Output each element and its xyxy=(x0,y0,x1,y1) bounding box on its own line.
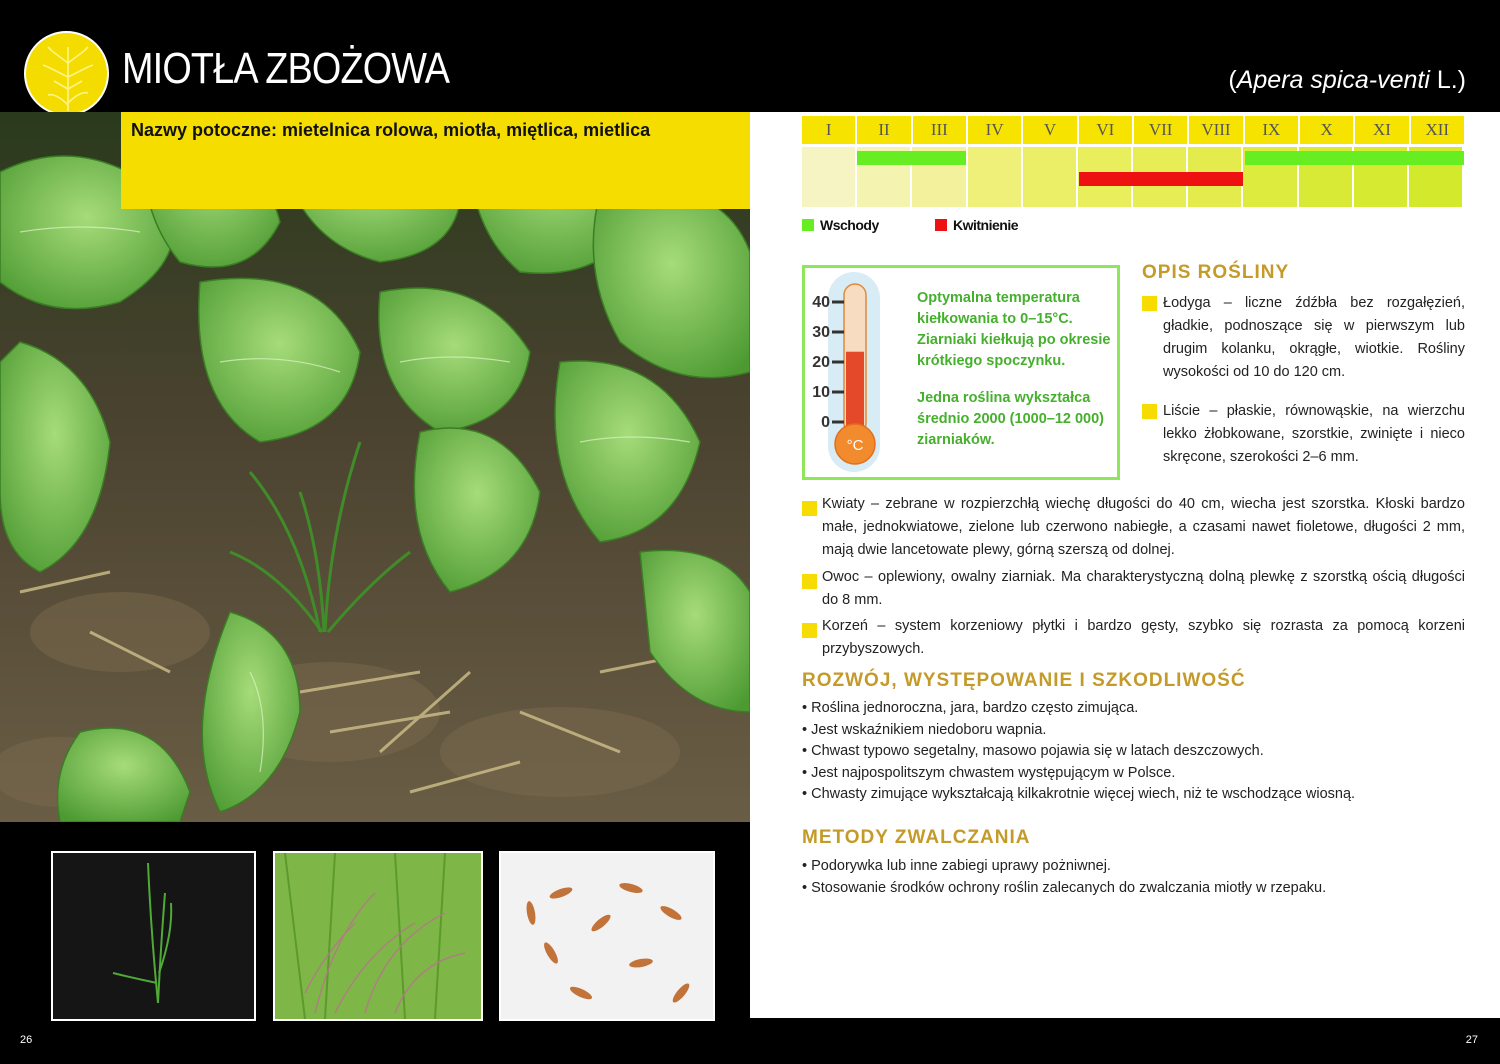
seed-count-text: Jedna roślina wykształca średnio 2000 (1000–12 000) ziarniaków. xyxy=(917,390,1105,449)
month-viii: VIII xyxy=(1189,116,1242,144)
month-xii: XII xyxy=(1411,116,1464,144)
flowering-bar xyxy=(1079,172,1243,186)
flowers-description: Kwiaty – zebrane w rozpierzchłą wiechę długości do 40 cm, wiecha jest szorstka. Kłoski bardzo małe, jednokwiatowe, zielone lub czerwono nabiegłe, a czasami nawet fioletowe, długości 2 mm, mają dwie lancetowate plewy, górną szerszą od dolnej. xyxy=(822,496,1465,558)
emergence-bar xyxy=(1245,151,1464,165)
development-item: • Chwasty zimujące wykształcają kilkakrotnie więcej wiech, niż te wschodzące wiosną. xyxy=(802,784,1462,806)
legend-swatch-flowering xyxy=(935,219,947,231)
control-item: • Podorywka lub inne zabiegi uprawy pożniwnej. xyxy=(802,856,1462,878)
month-cell-iv xyxy=(968,147,1021,207)
month-i: I xyxy=(802,116,855,144)
month-v: V xyxy=(1023,116,1076,144)
panicles-image xyxy=(275,853,481,1019)
month-ix: IX xyxy=(1245,116,1298,144)
scale-40: 40 xyxy=(812,294,830,311)
control-list xyxy=(802,856,1462,899)
bullet-square xyxy=(1142,404,1157,419)
development-list xyxy=(802,698,1462,806)
page-number-right: 27 xyxy=(1465,1034,1478,1046)
latin-name: (Apera spica-venti L.) xyxy=(1228,66,1466,94)
plant-logo xyxy=(24,31,109,116)
panicle-photo xyxy=(273,851,483,1021)
temperature-text xyxy=(917,288,1117,451)
month-cell-i xyxy=(802,147,855,207)
scale-20: 20 xyxy=(812,354,830,371)
legend-emergence: Wschody xyxy=(802,217,879,233)
development-heading: ROZWÓJ, WYSTĘPOWANIE I SZKODLIWOŚĆ xyxy=(802,670,1246,691)
month-iii: III xyxy=(913,116,966,144)
control-heading: METODY ZWALCZANIA xyxy=(802,827,1031,848)
germination-text: Optymalna temperatura kiełkowania to 0–15°C. Ziarniaki kiełkują po okresie krótkiego spoczynku. xyxy=(917,290,1111,370)
month-xi: XI xyxy=(1355,116,1408,144)
calendar-months xyxy=(802,116,1464,144)
bullet-square xyxy=(1142,296,1157,311)
scale-10: 10 xyxy=(812,384,830,401)
fruit-description: Owoc – oplewiony, owalny ziarniak. Ma charakterystyczną dolną plewkę z szorstką ością długości do 8 mm. xyxy=(822,569,1465,608)
phenology-calendar xyxy=(802,116,1464,207)
plant-description-heading: OPIS ROŚLINY xyxy=(1142,262,1290,283)
seeds-image xyxy=(501,853,713,1019)
common-names-box xyxy=(121,112,750,209)
month-iv: IV xyxy=(968,116,1021,144)
page-title: MIOTŁA ZBOŻOWA xyxy=(122,44,450,93)
common-names-label: Nazwy potoczne: xyxy=(131,120,278,140)
leaves-description: Liście – płaskie, równowąskie, na wierzchu lekko żłobkowane, szorstkie, zwinięte i nieco skręcone, szerokości 2–6 mm. xyxy=(1163,403,1465,465)
stem-description: Łodyga – liczne źdźbła bez rozgałęzień, gładkie, podnoszące się w pierwszym lub drugim kolanku, okrągłe, wiotkie. Rośliny wysokości od 10 do 120 cm. xyxy=(1163,295,1465,380)
common-names-value: mietelnica rolowa, miotła, miętlica, mietlica xyxy=(277,120,651,140)
thermometer-unit: °C xyxy=(846,437,864,454)
month-vii: VII xyxy=(1134,116,1187,144)
rapeseed-field-image xyxy=(0,112,750,822)
legend-swatch-emergence xyxy=(802,219,814,231)
plant-icon xyxy=(26,33,109,116)
seeds-photo xyxy=(499,851,715,1021)
development-item: • Roślina jednoroczna, jara, bardzo często zimująca. xyxy=(802,698,1462,720)
scale-30: 30 xyxy=(812,324,830,341)
root-description: Korzeń – system korzeniowy płytki i bardzo gęsty, szybko się rozrasta za pomocą korzeni przybyszowych. xyxy=(822,618,1465,657)
seedling-image xyxy=(53,853,254,1019)
scale-0: 0 xyxy=(821,414,830,431)
bullet-square xyxy=(802,623,817,638)
development-item: • Jest najpospolitszym chwastem występującym w Polsce. xyxy=(802,763,1462,785)
emergence-bar xyxy=(857,151,966,165)
bullet-square xyxy=(802,501,817,516)
month-vi: VI xyxy=(1079,116,1132,144)
month-x: X xyxy=(1300,116,1353,144)
bullet-square xyxy=(802,574,817,589)
month-ii: II xyxy=(857,116,910,144)
control-item: • Stosowanie środków ochrony roślin zalecanych do zwalczania miotły w rzepaku. xyxy=(802,878,1462,900)
development-item: • Chwast typowo segetalny, masowo pojawia się w latach deszczowych. xyxy=(802,741,1462,763)
seedling-photo xyxy=(51,851,256,1021)
calendar-cells xyxy=(802,147,1464,207)
main-plant-photo xyxy=(0,112,750,822)
page-number-left: 26 xyxy=(20,1034,33,1046)
development-item: • Jest wskaźnikiem niedoboru wapnia. xyxy=(802,720,1462,742)
legend-flowering: Kwitnienie xyxy=(935,217,1018,233)
month-cell-v xyxy=(1023,147,1076,207)
thermometer-icon xyxy=(806,270,910,478)
